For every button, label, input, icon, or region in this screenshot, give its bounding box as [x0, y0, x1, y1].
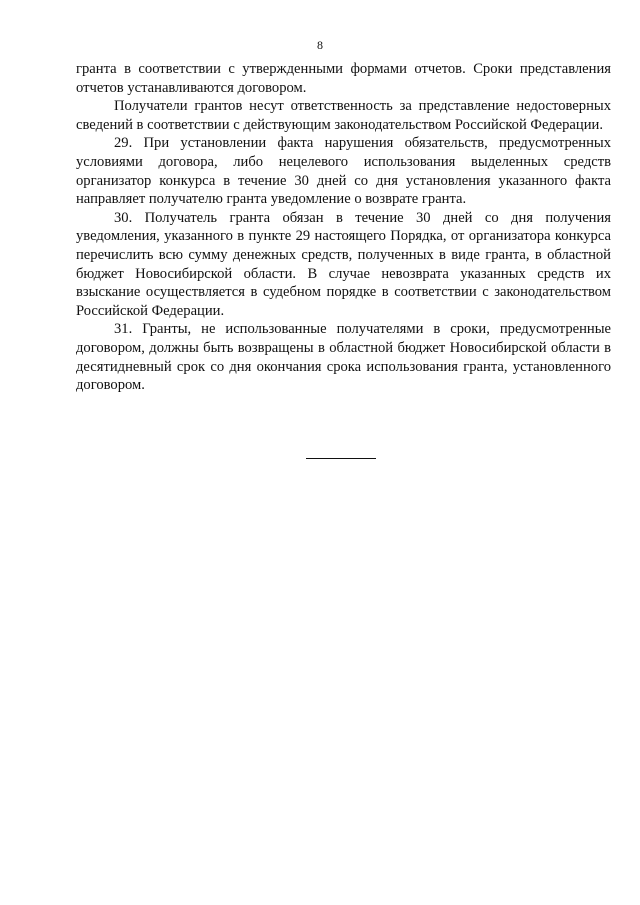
- paragraph-item-31: 31. Гранты, не использованные получателями в сроки, предусмотренные договором, должны быть возвращены в областной бюджет Новосибирской области в десятидневный срок со дня окончания срока использования гранта, установленного договором.: [76, 321, 611, 394]
- document-body: [76, 60, 611, 395]
- paragraph-continuation: гранта в соответствии с утвержденными формами отчетов. Сроки представления отчетов устанавливаются договором.: [76, 61, 611, 96]
- paragraph-responsibility: Получатели грантов несут ответственность за представление недостоверных сведений в соответствии с действующим законодательством Российской Федерации.: [76, 98, 611, 133]
- end-of-document-rule: [306, 458, 376, 459]
- paragraph-item-30: 30. Получатель гранта обязан в течение 30 дней со дня получения уведомления, указанного в пункте 29 настоящего Порядка, от организатора конкурса перечислить всю сумму денежных средств, полученных в виде гранта, в областной бюджет Новосибирской области. В случае невозврата указанных средств их взыскание осуществляется в судебном порядке в соответствии с законодательством Российской Федерации.: [76, 209, 611, 319]
- page-number: 8: [317, 38, 323, 52]
- paragraph-item-29: 29. При установлении факта нарушения обязательств, предусмотренных условиями договора, либо нецелевого использования выделенных средств организатор конкурса в течение 30 дней со дня установления указанного факта направляет получателю гранта уведомление о возврате гранта.: [76, 135, 611, 208]
